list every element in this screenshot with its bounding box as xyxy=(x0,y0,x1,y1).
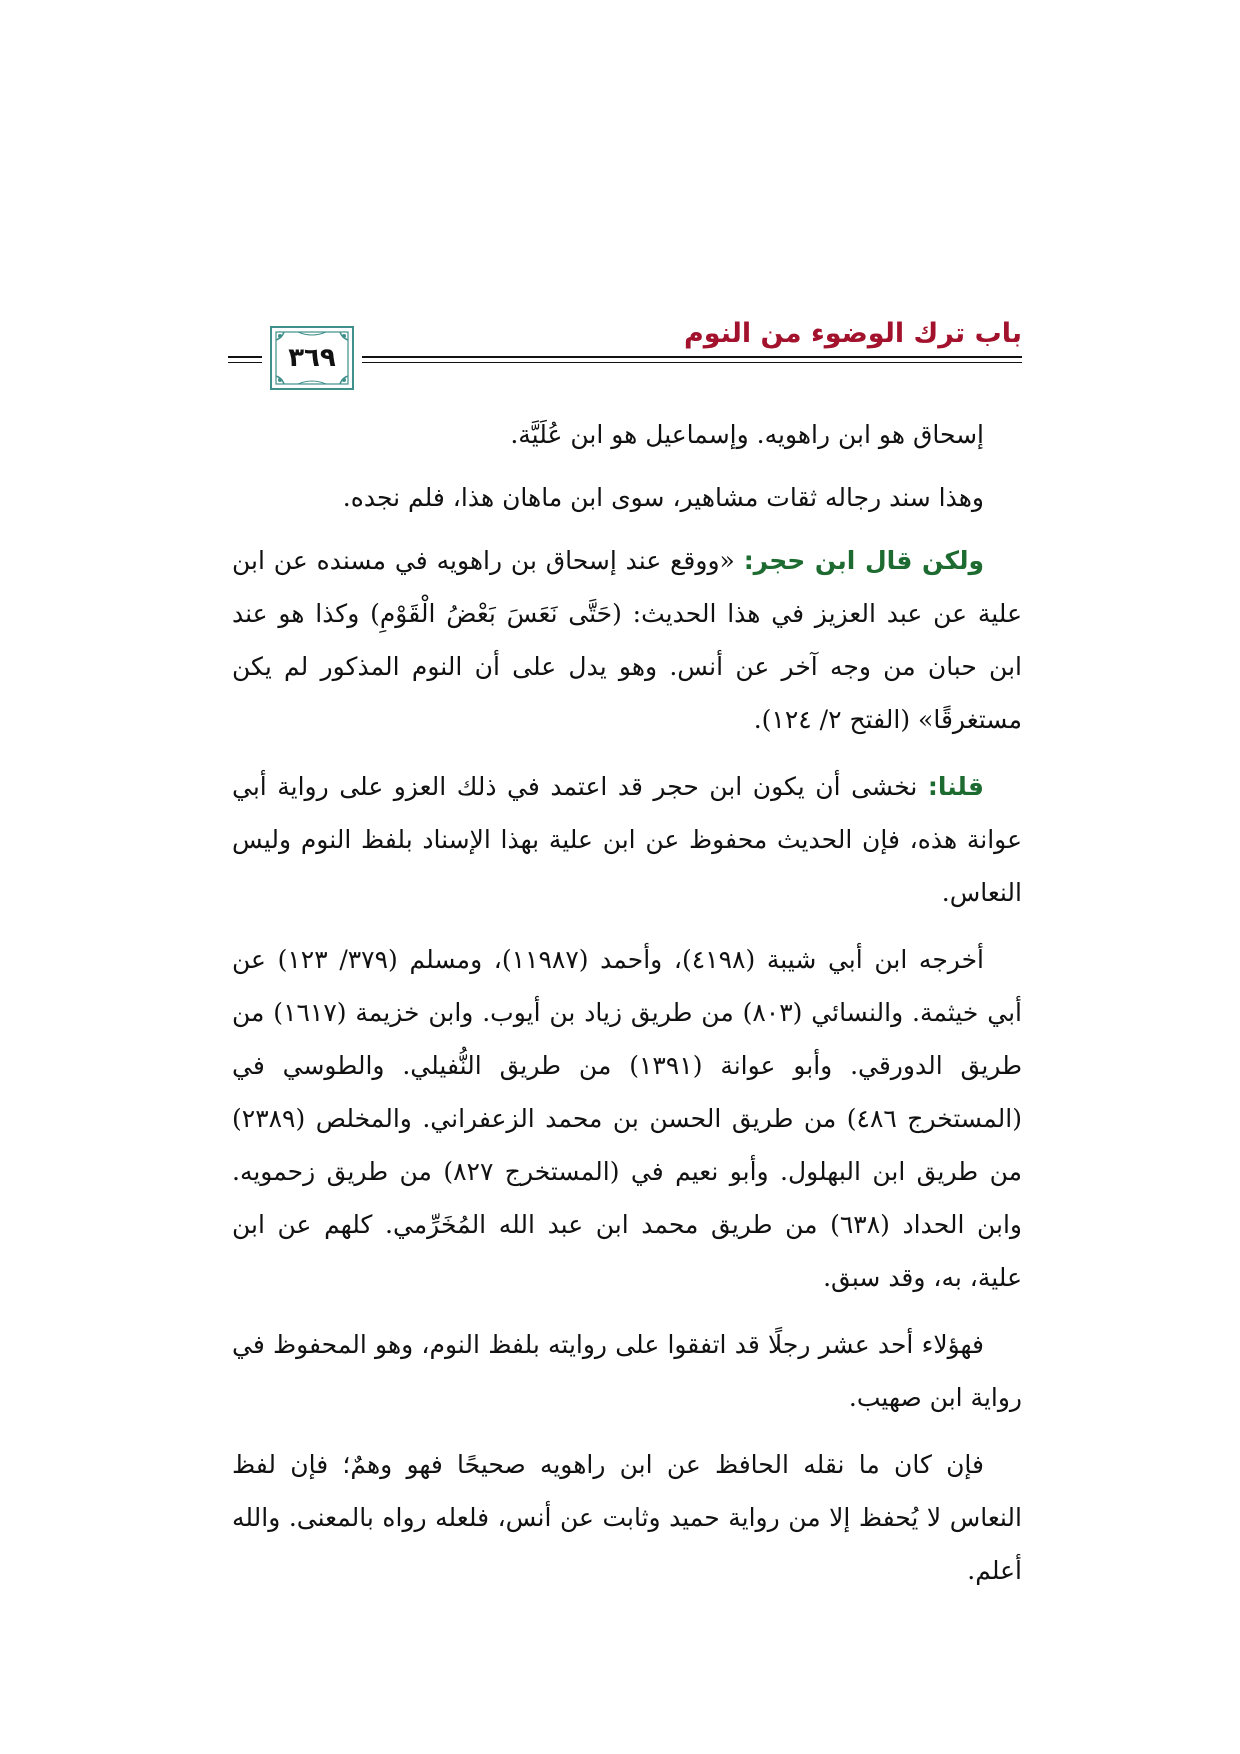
paragraph xyxy=(232,471,1022,524)
paragraph-text: إسحاق هو ابن راهويه. وإسماعيل هو ابن عُلَيَّة. xyxy=(510,420,984,449)
paragraph-text: «ووقع عند إسحاق بن راهويه في مسنده عن ابن علية عن عبد العزيز في هذا الحديث: (حَتَّى نَعَسَ بَعْضُ الْقَوْمِ) وكذا هو عند ابن حبان من وجه آخر عن أنس. وهو يدل على أن النوم المذكور لم يكن مستغرقًا» (الفتح ٢/ ١٢٤). xyxy=(232,546,1022,734)
main-text xyxy=(232,408,1022,1611)
chapter-title: باب ترك الوضوء من النوم xyxy=(684,318,1022,349)
paragraph-text: أخرجه ابن أبي شيبة (٤١٩٨)، وأحمد (١١٩٨٧)، ومسلم (٣٧٩/ ١٢٣) عن أبي خيثمة. والنسائي (٨٠٣) من طريق زياد بن أيوب. وابن خزيمة (١٦١٧) من طريق الدورقي. وأبو عوانة (١٣٩١) من طريق النُّفيلي. والطوسي في (المستخرج ٤٨٦) من طريق الحسن بن محمد الزعفراني. والمخلص (٢٣٨٩) من طريق ابن البهلول. وأبو نعيم في (المستخرج ٨٢٧) من طريق زحمويه. وابن الحداد (٦٣٨) من طريق محمد ابن عبد الله المُخَرِّمي. كلهم عن ابن علية، به، وقد سبق. xyxy=(232,945,1023,1292)
header-rule xyxy=(362,362,1022,363)
paragraph xyxy=(232,933,1022,1304)
paragraph xyxy=(232,408,1022,461)
header-rule xyxy=(362,356,1022,358)
paragraph xyxy=(232,534,1022,746)
paragraph xyxy=(232,1438,1022,1597)
page-number: ٣٦٩ xyxy=(288,343,336,373)
paragraph-lead: قلنا: xyxy=(927,772,984,801)
page-number-frame xyxy=(268,324,356,392)
paragraph-text: فهؤلاء أحد عشر رجلًا قد اتفقوا على روايته بلفظ النوم، وهو المحفوظ في رواية ابن صهيب. xyxy=(232,1330,1022,1412)
paragraph-text: وهذا سند رجاله ثقات مشاهير، سوى ابن ماهان هذا، فلم نجده. xyxy=(342,483,984,512)
paragraph xyxy=(232,1318,1022,1424)
paragraph-text: فإن كان ما نقله الحافظ عن ابن راهويه صحيحًا فهو وهمٌ؛ فإن لفظ النعاس لا يُحفظ إلا من رواية حميد وثابت عن أنس، فلعله رواه بالمعنى. والله أعلم. xyxy=(232,1450,1022,1585)
paragraph-lead: ولكن قال ابن حجر: xyxy=(743,546,984,575)
paragraph-text: نخشى أن يكون ابن حجر قد اعتمد في ذلك العزو على رواية أبي عوانة هذه، فإن الحديث محفوظ عن ابن علية بهذا الإسناد بلفظ النوم وليس النعاس. xyxy=(232,772,1022,907)
page-header xyxy=(228,312,1022,392)
header-rule xyxy=(228,356,262,358)
paragraph xyxy=(232,760,1022,919)
header-rule xyxy=(228,362,262,363)
